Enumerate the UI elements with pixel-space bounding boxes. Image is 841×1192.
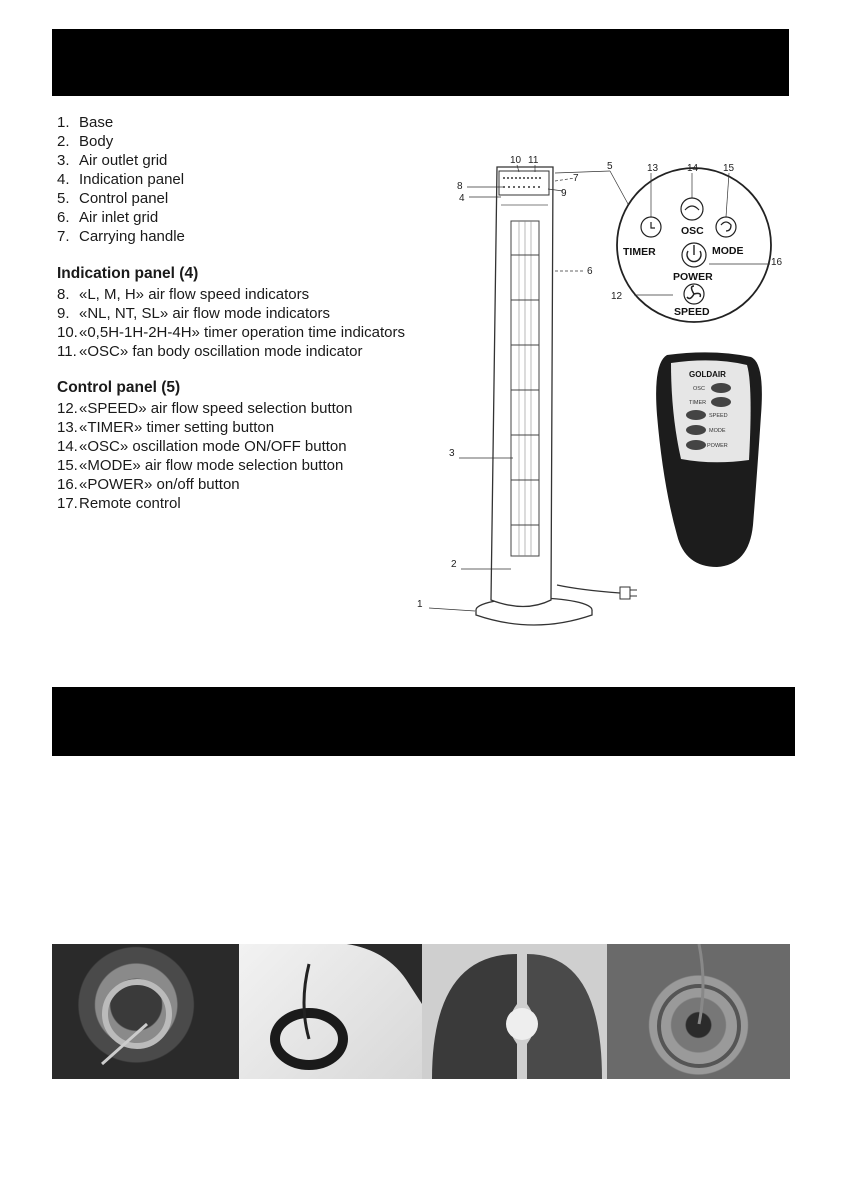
parts-item-text: Carrying handle [79, 228, 185, 245]
remote-speed-label: SPEED [709, 413, 728, 419]
section-header-bar-bottom [52, 687, 795, 756]
control-item [57, 475, 353, 494]
remote-mode-button [686, 425, 706, 435]
parts-item-number: 6. [57, 209, 70, 226]
timer-button-label: TIMER [623, 246, 656, 258]
control-item [57, 456, 353, 475]
tower-fan-diagram [415, 145, 835, 660]
power-button-label: POWER [673, 271, 713, 283]
control-item-text: Remote control [79, 495, 181, 512]
parts-item [57, 227, 185, 246]
remote-brand: GOLDAIR [689, 370, 726, 379]
control-item-text: «POWER» on/off button [79, 476, 240, 493]
control-panel-heading: Control panel (5) [57, 379, 181, 396]
control-item-text: «MODE» air flow mode selection button [79, 457, 344, 474]
callout-5: 5 [607, 161, 613, 172]
parts-item [57, 132, 185, 151]
indication-item [57, 323, 405, 342]
callout-8: 8 [457, 181, 463, 192]
remote-osc-label: OSC [693, 386, 705, 392]
callout-16: 16 [771, 257, 783, 268]
parts-item-number: 2. [57, 133, 70, 150]
callout-1: 1 [417, 599, 423, 610]
remote-control [656, 352, 762, 567]
callout-2: 2 [451, 559, 457, 570]
parts-item-number: 7. [57, 228, 70, 245]
parts-item-number: 5. [57, 190, 70, 207]
mode-button-label: MODE [712, 245, 744, 257]
indication-item-number: 10. [57, 324, 78, 341]
callout-14: 14 [687, 163, 699, 174]
control-item-number: 15. [57, 457, 78, 474]
parts-item [57, 208, 185, 227]
remote-timer-button [711, 397, 731, 407]
control-item-text: «TIMER» timer setting button [79, 419, 275, 436]
parts-item-text: Indication panel [79, 171, 185, 188]
control-item-text: «SPEED» air flow speed selection button [79, 400, 353, 417]
callout-4: 4 [459, 193, 465, 204]
callout-3: 3 [449, 448, 455, 459]
assembly-photo-2 [239, 944, 422, 1079]
indication-item [57, 342, 405, 361]
parts-item [57, 151, 185, 170]
power-cord [557, 585, 620, 593]
indication-item-number: 8. [57, 286, 70, 303]
parts-item-number: 3. [57, 152, 70, 169]
callout-13: 13 [647, 163, 659, 174]
control-item-number: 12. [57, 400, 78, 417]
section-header-bar-top [52, 29, 789, 96]
indication-item-number: 9. [57, 305, 70, 322]
fan-body [491, 167, 553, 607]
remote-osc-button [711, 383, 731, 393]
parts-item [57, 170, 185, 189]
fan-top-panel [499, 171, 549, 195]
parts-item-text: Air inlet grid [79, 209, 159, 226]
parts-item-text: Control panel [79, 190, 169, 207]
indication-list [57, 285, 405, 361]
indication-item [57, 304, 405, 323]
assembly-photo-4 [607, 944, 790, 1079]
parts-item-number: 4. [57, 171, 70, 188]
parts-item [57, 189, 185, 208]
remote-speed-button [686, 410, 706, 420]
control-item-number: 17. [57, 495, 78, 512]
control-item [57, 399, 353, 418]
osc-button-label: OSC [681, 225, 704, 237]
callout-7: 7 [573, 173, 579, 184]
parts-item-number: 1. [57, 114, 70, 131]
parts-item-text: Air outlet grid [79, 152, 168, 169]
control-list [57, 399, 353, 513]
control-item-number: 16. [57, 476, 78, 493]
indication-panel-heading: Indication panel (4) [57, 265, 199, 282]
remote-mode-label: MODE [709, 428, 726, 434]
callout-15: 15 [723, 163, 735, 174]
indication-item [57, 285, 405, 304]
indication-item-text: «L, M, H» air flow speed indicators [79, 286, 310, 303]
control-item-text: «OSC» oscillation mode ON/OFF button [79, 438, 347, 455]
callout-6: 6 [587, 266, 593, 277]
callout-12: 12 [611, 291, 623, 302]
assembly-photo-1 [52, 944, 239, 1079]
parts-item-text: Base [79, 114, 114, 131]
indication-item-text: «0,5H-1H-2H-4H» timer operation time indicators [79, 324, 405, 341]
parts-list [57, 113, 185, 246]
control-item-number: 13. [57, 419, 78, 436]
remote-timer-label: TIMER [689, 400, 707, 406]
osc-button-icon [681, 198, 703, 220]
callout-9: 9 [561, 188, 567, 199]
control-item [57, 418, 353, 437]
speed-button-label: SPEED [674, 306, 710, 318]
mode-button-icon [716, 217, 736, 237]
callout-10: 10 [510, 155, 522, 166]
parts-item [57, 113, 185, 132]
control-item [57, 437, 353, 456]
parts-item-text: Body [79, 133, 114, 150]
indication-item-text: «OSC» fan body oscillation mode indicator [79, 343, 363, 360]
control-item [57, 494, 353, 513]
indication-item-text: «NL, NT, SL» air flow mode indicators [79, 305, 330, 322]
remote-power-label: POWER [707, 443, 728, 449]
indication-item-number: 11. [57, 343, 77, 360]
remote-power-button [686, 440, 706, 450]
callout-11: 11 [528, 155, 539, 166]
assembly-photo-3 [422, 944, 607, 1079]
control-item-number: 14. [57, 438, 78, 455]
